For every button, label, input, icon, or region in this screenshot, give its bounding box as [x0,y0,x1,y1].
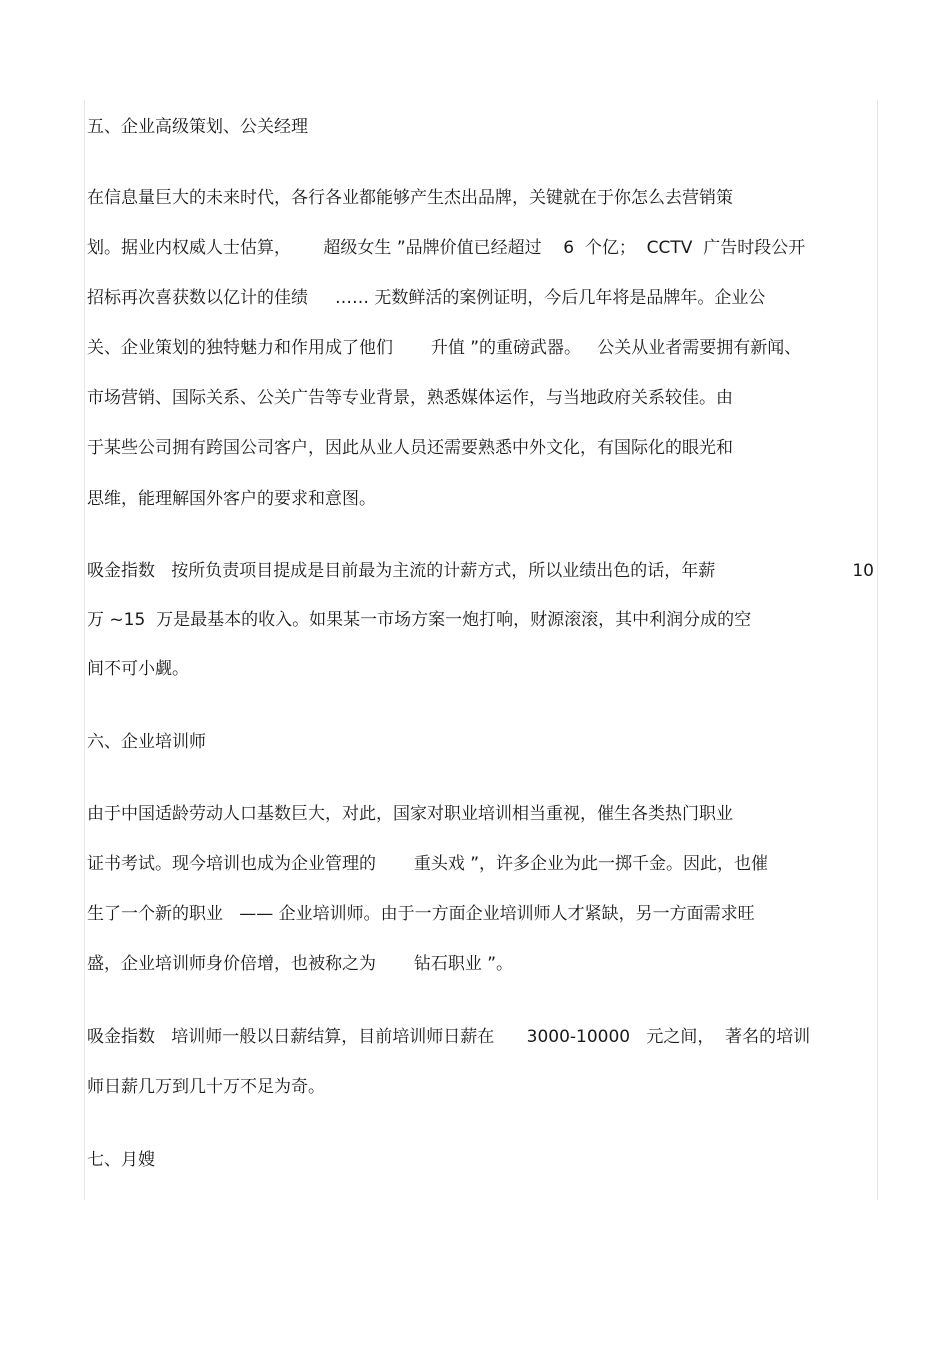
paragraph-line: 万 ~15 万是最基本的收入。如果某一市场方案一炮打响，财源滚滚，其中利润分成的空 [87,610,752,630]
salary-number: 10 [852,561,874,581]
paragraph-line: 市场营销、国际关系、公关广告等专业背景，熟悉媒体运作，与当地政府关系较佳。由 [87,388,733,408]
paragraph-line: 师日薪几万到几十万不足为奇。 [87,1077,325,1097]
salary-index-line: 吸金指数 按所负责项目提成是目前最为主流的计薪方式，所以业绩出色的话，年薪 [87,561,716,581]
salary-index-line: 吸金指数 培训师一般以日薪结算，目前培训师日薪在 3000-10000 元之间， 著名的培训 [87,1027,811,1047]
section-heading-5: 五、企业高级策划、公关经理 [87,117,308,137]
paragraph-line: 招标再次喜获数以亿计的佳绩 …… 无数鲜活的案例证明，今后几年将是品牌年。企业公 [87,288,766,308]
paragraph-line: 于某些公司拥有跨国公司客户，因此从业人员还需要熟悉中外文化，有国际化的眼光和 [87,438,733,458]
paragraph-line: 关、企业策划的独特魅力和作用成了他们 升值 ”的重磅武器。 公关从业者需要拥有新闻、 [87,338,802,358]
paragraph-line: 在信息量巨大的未来时代，各行各业都能够产生杰出品牌，关键就在于你怎么去营销策 [87,188,733,208]
paragraph-line: 由于中国适龄劳动人口基数巨大，对此，国家对职业培训相当重视，催生各类热门职业 [87,804,733,824]
paragraph-line: 证书考试。现今培训也成为企业管理的 重头戏 ”，许多企业为此一掷千金。因此，也催 [87,854,769,874]
paragraph-line: 盛，企业培训师身价倍增，也被称之为 钻石职业 ”。 [87,954,514,974]
paragraph-line: 划。据业内权威人士估算， 超级女生 ”品牌价值已经超过 6 个亿； CCTV 广告时段公开 [87,238,806,258]
paragraph-line: 间不可小觑。 [87,659,189,679]
section-heading-7: 七、月嫂 [87,1150,155,1170]
section-heading-6: 六、企业培训师 [87,732,206,752]
paragraph-line: 生了一个新的职业 —— 企业培训师。由于一方面企业培训师人才紧缺，另一方面需求旺 [87,904,755,924]
paragraph-line: 思维，能理解国外客户的要求和意图。 [87,489,376,509]
